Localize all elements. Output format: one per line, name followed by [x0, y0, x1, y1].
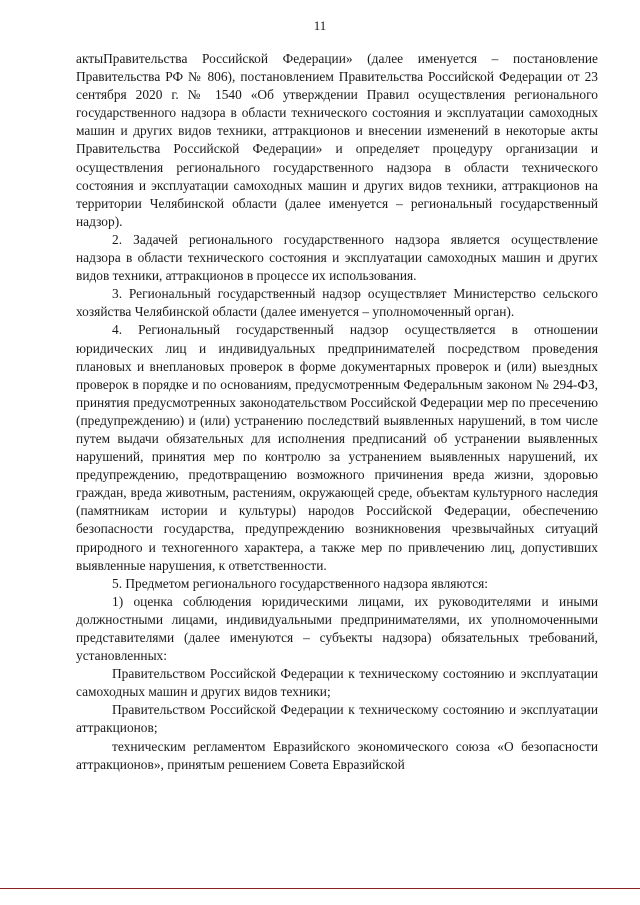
paragraph-5-item-1: 1) оценка соблюдения юридическими лицами, их руководителями и иными должностными лицами, индивидуальными предпринимателями, их уполномоченными представителями (далее именуются – субъекты надзора) обязательных требований, установленных:	[76, 593, 598, 664]
paragraph-5: 5. Предметом регионального государственного надзора являются:	[112, 575, 489, 591]
paragraph-3: 3. Региональный государственный надзор осуществляет Министерство сельского хозяйства Челябинской области (далее именуется – уполномоченный орган).	[76, 286, 598, 320]
paragraph-intro-continued: актыПравительства Российской Федерации» (далее именуется – постановление Правительства РФ № 806), постановлением Правительства Российской Федерации от 23 сентября 2020 г. № 1540 «Об утверждении Правил осуществления регионального государственного надзора в области технического состояния и эксплуатации самоходных машин и других видов техники, аттракционов и внесении изменений в некоторые акты Правительства Российской Федерации» и определяет процедуру организации и осуществления регионального государственного надзора в области технического состояния и эксплуатации самоходных машин и других видов техники, аттракционов на территории Челябинской области (далее именуется – региональный государственный надзор).	[76, 51, 598, 229]
document-body	[76, 50, 598, 774]
page-number: 11	[313, 18, 327, 33]
paragraph-eaeu-regulation: техническим регламентом Евразийского экономического союза «О безопасности аттракционов», принятым решением Совета Евразийской	[76, 738, 598, 772]
paragraph-4: 4. Региональный государственный надзор осуществляется в отношении юридических лиц и индивидуальных предпринимателей посредством проведения плановых и внеплановых проверок в форме документарных проверок и (или) выездных проверок в порядке и по основаниям, предусмотренным Федеральным законом № 294-ФЗ, принятия предусмотренных законодательством Российской Федерации мер по пресечению (предупреждению) и (или) устранению последствий выявленных нарушений, в том числе путем выдачи обязательных для исполнения предписаний об устранении выявленных нарушений, принятия мер по контролю за устранением выявленных нарушений, их предупреждению, предотвращению возможного причинения вреда жизни, здоровью граждан, вреда животным, растениям, окружающей среде, объектам культурного наследия (памятникам истории и культуры) народов Российской Федерации, обеспечению безопасности государства, предупреждению возникновения чрезвычайных ситуаций природного и техногенного характера, а также мер по привлечению лиц, допустивших выявленные нарушения, к ответственности.	[76, 322, 598, 573]
paragraph-requirement-machines: Правительством Российской Федерации к техническому состоянию и эксплуатации самоходных машин и других видов техники;	[76, 666, 598, 700]
footer-rule	[0, 888, 640, 889]
paragraph-2: 2. Задачей регионального государственного надзора является осуществление надзора в области технического состояния и эксплуатации самоходных машин и других видов техники, аттракционов в процессе их использования.	[76, 231, 598, 284]
paragraph-requirement-attractions: Правительством Российской Федерации к техническому состоянию и эксплуатации аттракционов;	[76, 702, 598, 736]
